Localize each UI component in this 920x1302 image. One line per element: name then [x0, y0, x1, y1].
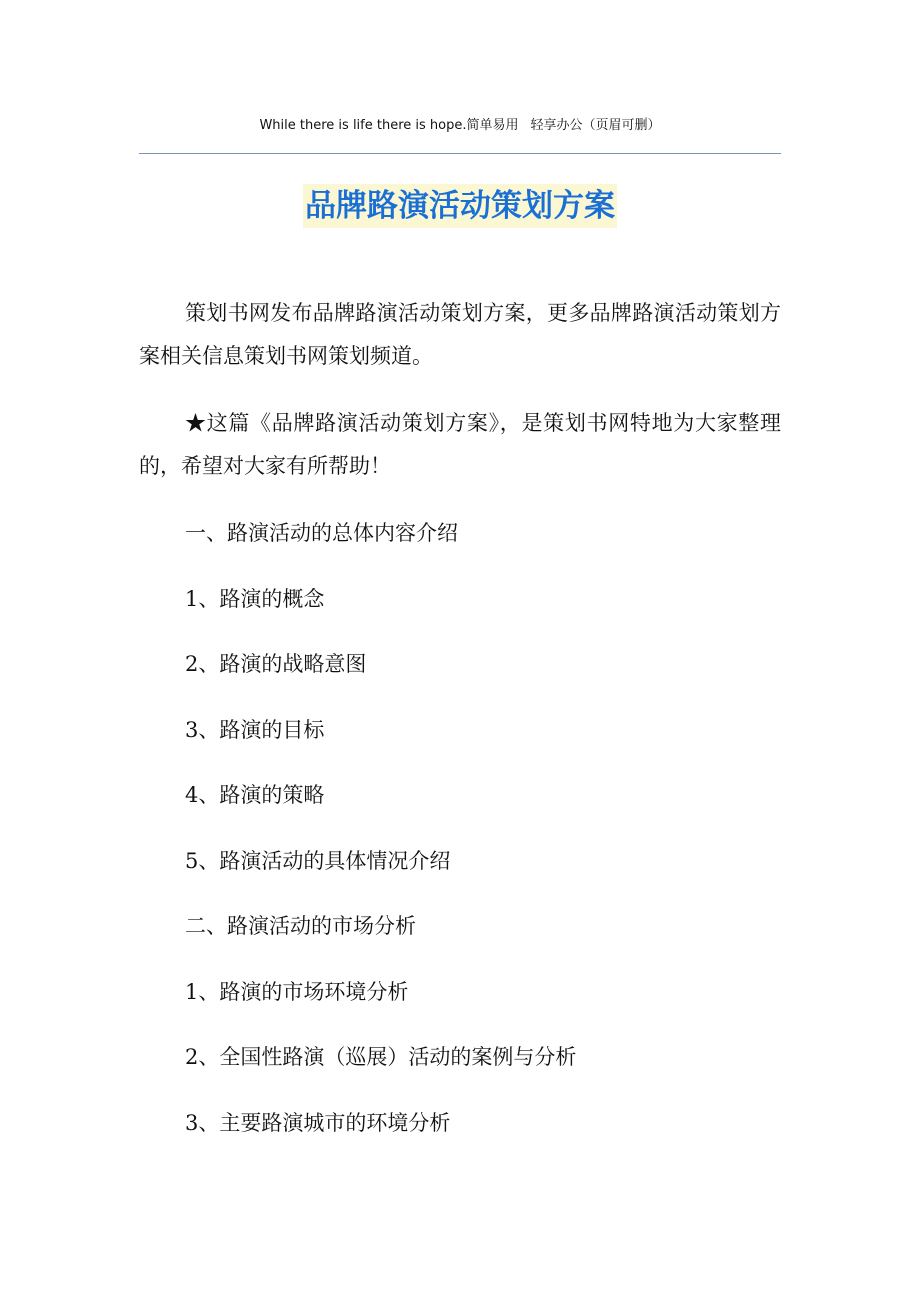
outline-item: 2、路演的战略意图: [185, 652, 367, 676]
title-container: [0, 184, 920, 228]
outline-item: 1、路演的概念: [185, 586, 325, 611]
outline-item: 二、路演活动的市场分析: [185, 914, 416, 938]
header-divider: [139, 153, 781, 154]
outline-item: 一、路演活动的总体内容介绍: [185, 521, 458, 545]
outline-item: 1、路演的市场环境分析: [185, 979, 409, 1004]
header-text-1: 简单易用: [466, 118, 519, 133]
outline-item: 5、路演活动的具体情况介绍: [185, 848, 451, 873]
outline-item: 3、路演的目标: [185, 717, 325, 742]
header-slogan: While there is life there is hope.: [259, 118, 467, 133]
note-paragraph: ★这篇《品牌路演活动策划方案》，是策划书网特地为大家整理的，希望对大家有所帮助！: [139, 411, 781, 478]
page-header: [0, 114, 920, 133]
intro-paragraph: 策划书网发布品牌路演活动策划方案，更多品牌路演活动策划方案相关信息策划书网策划频道。: [139, 301, 781, 368]
outline-item: 2、全国性路演（巡展）活动的案例与分析: [185, 1045, 577, 1069]
outline-item: 4、路演的策略: [185, 783, 325, 807]
document-title: 品牌路演活动策划方案: [303, 184, 617, 228]
document-body: [139, 292, 781, 1167]
header-text-2: 轻享办公（页眉可删）: [530, 118, 661, 133]
outline-item: 3、主要路演城市的环境分析: [185, 1110, 451, 1135]
